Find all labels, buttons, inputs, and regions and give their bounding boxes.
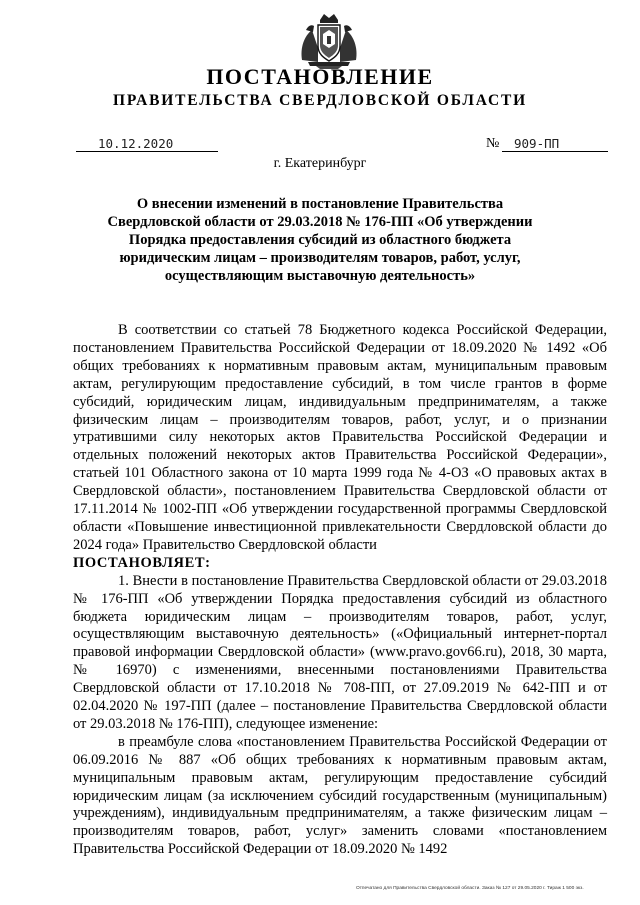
preamble-paragraph: В соответствии со статьей 78 Бюджетного кодекса Российской Федерации, постановлением Правительства Российской Федерации от 18.09.2020 № 1492 «Об общих требованиях к нормативным правовым актам, муниципальным правовым актам, регулирующим предоставление субсидий, в том числе грантов в форме субсидий, юридическим лицам, индивидуальным предпринимателям, а также физическим лицам – производителям товаров, работ, услуг, и о признании утратившими силу некоторых актов Правительства Российской Федерации и отдельных положений некоторых актов Правительства Российской Федерации», статьей 101 Областного закона от 10 марта 1999 года № 4-ОЗ «О правовых актах в Свердловской области», постановлением Правительства Свердловской области от 17.11.2014 № 1002-ПП «Об утверждении государственной программы Свердловской области «Повышение инвестиционной привлекательности Свердловской области до 2024 года» Правительство Свердловской области — [73, 322, 607, 553]
document-body — [73, 322, 607, 859]
document-type-title: ПОСТАНОВЛЕНИЕ — [206, 64, 434, 89]
decree-word: ПОСТАНОВЛЯЕТ: — [73, 554, 211, 571]
coat-of-arms-icon — [298, 12, 360, 70]
document-heading: О внесении изменений в постановление Правительства Свердловской области от 29.03.2018 № 176-ПП «Об утверждении Порядка предоставления субсидий из областного бюджета юридическим лицам – производителям товаров, работ, услуг, осуществляющим выставочную деятельность» — [107, 196, 533, 284]
document-date: 10.12.2020 — [76, 136, 218, 152]
document-number: 909-ПП — [502, 136, 608, 152]
print-note: Отпечатано для Правительства Свердловской области. Заказ № 127 от 29.05.2020 г. Тираж 1 500 экз. — [356, 886, 584, 891]
clause-paragraph: 1. Внести в постановление Правительства Свердловской области от 29.03.2018 № 176-ПП «Об утверждении Порядка предоставления субсидий из областного бюджета юридическим лицам – производителям товаров, работ, услуг, осуществляющим выставочную деятельность» («Официальный интернет-портал правовой информации Свердловской области» (www.pravo.gov66.ru), 2018, 30 марта, № 16970) с изменениями, внесенными постановлениями Правительства Свердловской области от 17.10.2018 № 708-ПП, от 27.09.2019 № 642-ПП и от 02.04.2020 № 197-ПП (далее – постановление Правительства Свердловской области от 29.03.2018 № 176-ПП), следующее изменение: — [73, 572, 607, 732]
issuing-authority: ПРАВИТЕЛЬСТВА СВЕРДЛОВСКОЙ ОБЛАСТИ — [113, 92, 527, 109]
city-line: г. Екатеринбург — [273, 156, 367, 171]
number-label: № — [486, 136, 500, 151]
amendment-paragraph: в преамбуле слова «постановлением Правительства Российской Федерации от 06.09.2016 № 887 «Об общих требованиях к нормативным правовым актам, муниципальным правовым актам, регулирующим предоставление субсидий юридическим лицам (за исключением субсидий государственным (муниципальным) учреждениям), индивидуальным предпринимателям, а также физическим лицам – производителям товаров, работ, услуг» заменить словами «постановлением Правительства Российской Федерации от 18.09.2020 № 1492 — [73, 733, 607, 858]
